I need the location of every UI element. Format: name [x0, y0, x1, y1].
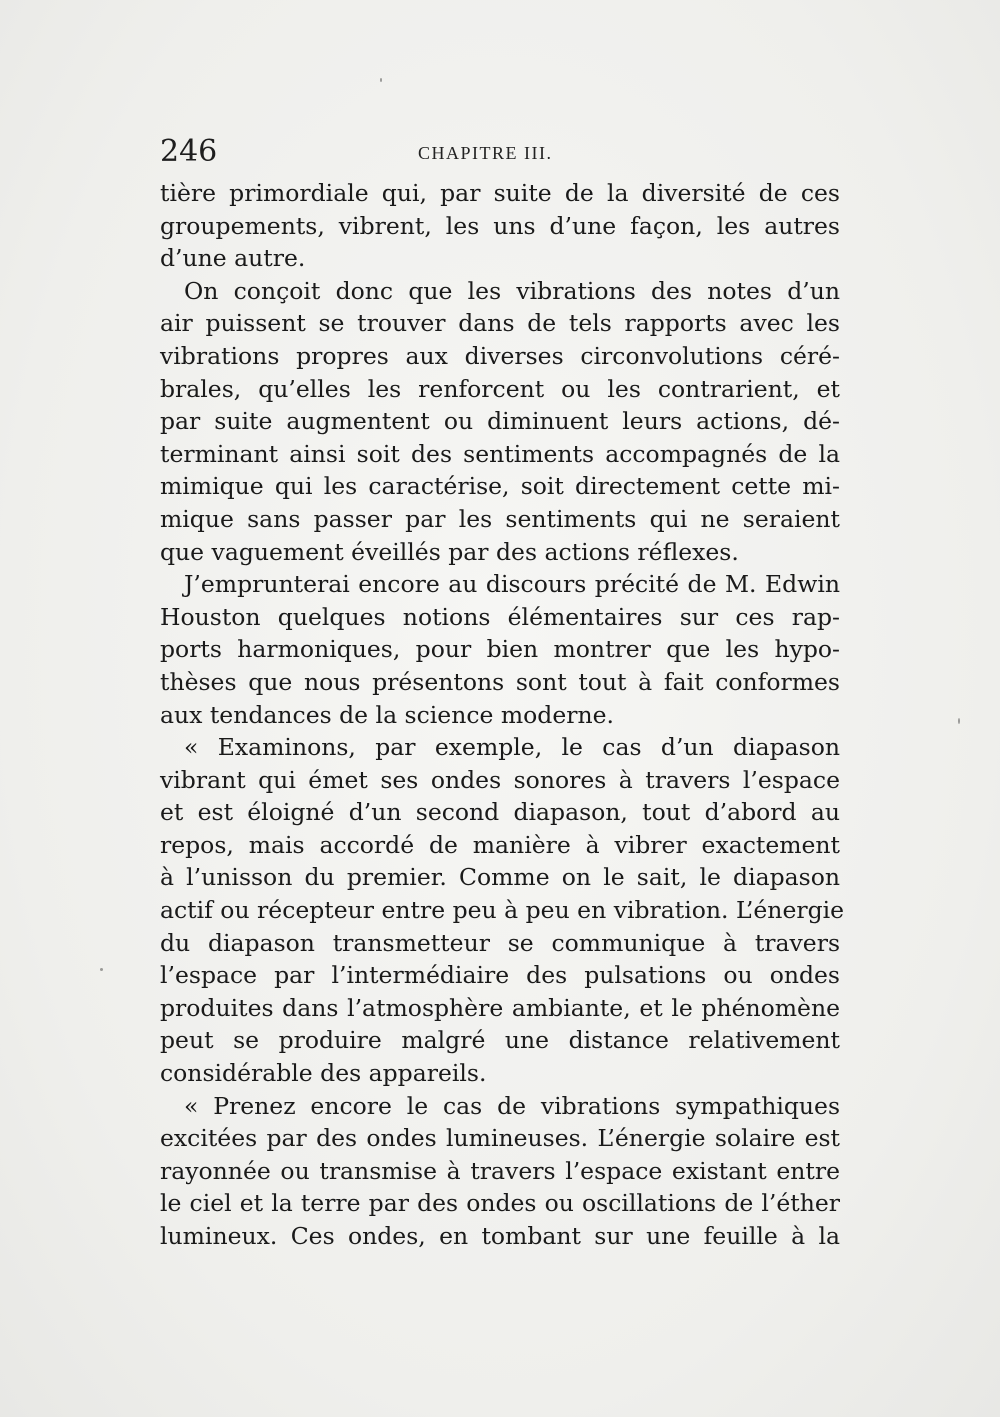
text-line: du diapason transmetteur se communique à travers — [160, 928, 840, 957]
text-line: produites dans l’atmosphère ambiante, et le phénomène — [160, 993, 840, 1022]
text-line: d’une autre. — [160, 244, 306, 273]
paper-speck — [380, 78, 382, 82]
text-line: vibrant qui émet ses ondes sonores à travers l’espace — [160, 765, 840, 794]
page-number: 246 — [160, 134, 218, 169]
text-line: On conçoit donc que les vibrations des notes d’un — [184, 276, 840, 305]
body-text — [160, 177, 845, 1253]
text-line: terminant ainsi soit des sentiments accompagnés de la — [160, 439, 840, 468]
text-line: et est éloigné d’un second diapason, tout d’abord au — [160, 798, 840, 827]
running-header — [160, 132, 840, 172]
text-line: groupements, vibrent, les uns d’une façon, les autres — [160, 211, 840, 240]
text-line: repos, mais accordé de manière à vibrer exactement — [160, 830, 840, 859]
text-line: l’espace par l’intermédiaire des pulsations ou ondes — [160, 961, 840, 990]
text-line: peut se produire malgré une distance relativement — [160, 1026, 840, 1055]
text-line: thèses que nous présentons sont tout à fait conformes — [160, 667, 840, 696]
text-line: excitées par des ondes lumineuses. L’énergie solaire est — [160, 1124, 840, 1153]
text-line: vibrations propres aux diverses circonvolutions céré- — [160, 341, 840, 370]
text-line: le ciel et la terre par des ondes ou oscillations de l’éther — [160, 1189, 840, 1218]
paper-speck — [100, 968, 103, 971]
text-line: par suite augmentent ou diminuent leurs actions, dé- — [160, 407, 840, 436]
text-line: tière primordiale qui, par suite de la diversité de ces — [160, 179, 840, 207]
text-line: « Examinons, par exemple, le cas d’un diapason — [184, 733, 840, 762]
text-line: aux tendances de la science moderne. — [160, 700, 615, 729]
text-line: mique sans passer par les sentiments qui ne seraient — [160, 504, 840, 533]
text-line: air puissent se trouver dans de tels rapports avec les — [160, 309, 840, 338]
text-line: brales, qu’elles les renforcent ou les contrarient, et — [160, 374, 840, 403]
text-line: considérable des appareils. — [160, 1059, 487, 1088]
text-line: ports harmoniques, pour bien montrer que les hypo- — [160, 635, 840, 664]
text-line: que vaguement éveillés par des actions réflexes. — [160, 537, 739, 566]
chapter-title: CHAPITRE III. — [418, 143, 553, 163]
text-line: mimique qui les caractérise, soit directement cette mi- — [160, 472, 840, 501]
text-line: lumineux. Ces ondes, en tombant sur une feuille à la — [160, 1222, 840, 1250]
text-line: « Prenez encore le cas de vibrations sympathiques — [184, 1091, 840, 1120]
text-line: J’emprunterai encore au discours précité de M. Edwin — [184, 570, 840, 599]
paper-speck — [958, 718, 960, 724]
text-line: Houston quelques notions élémentaires sur ces rap- — [160, 602, 840, 631]
text-line: rayonnée ou transmise à travers l’espace existant entre — [160, 1156, 840, 1185]
text-line: à l’unisson du premier. Comme on le sait, le diapason — [160, 863, 840, 892]
text-line: actif ou récepteur entre peu à peu en vibration. L’énergie — [160, 896, 845, 925]
